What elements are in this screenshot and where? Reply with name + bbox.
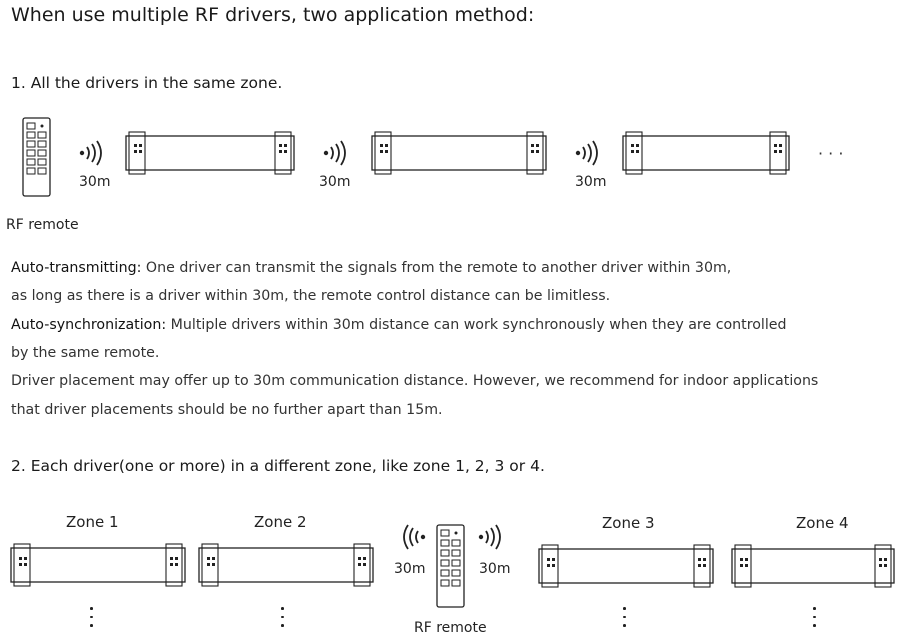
more-drivers-vertical-dots [813,607,817,633]
rf-remote-icon [436,524,466,608]
distance-label: 30m [79,174,111,190]
auto-transmitting-line2: as long as there is a driver within 30m, the remote control distance can be limitless. [11,288,611,304]
signal-wave-icon [478,523,506,551]
section2-title: 2. Each driver(one or more) in a different zone, like zone 1, 2, 3 or 4. [11,457,545,475]
placement-line1: Driver placement may offer up to 30m communication distance. However, we recommend for indoor applications [11,373,819,389]
zone-label: Zone 2 [254,513,307,531]
auto-transmitting-label: Auto-transmitting: [11,260,142,276]
placement-line2: that driver placements should be no further apart than 15m. [11,402,443,418]
rf-driver-icon [198,543,374,587]
signal-wave-icon [575,140,601,166]
signal-wave-icon [79,140,105,166]
distance-label: 30m [479,561,511,577]
auto-transmitting-line1 [11,260,731,276]
rf-driver-icon [538,544,714,588]
auto-sync-label: Auto-synchronization: [11,317,167,333]
auto-sync-line1 [11,317,787,333]
more-drivers-vertical-dots [623,607,627,633]
signal-wave-left-icon [398,523,426,551]
distance-label: 30m [575,174,607,190]
zone-label: Zone 4 [796,514,849,532]
signal-wave-icon [323,140,349,166]
more-drivers-vertical-dots [281,607,285,633]
page-title: When use multiple RF drivers, two application method: [11,4,535,26]
rf-driver-icon [622,130,790,176]
rf-driver-icon [371,130,547,176]
rf-driver-icon [731,544,895,588]
distance-label: 30m [394,561,426,577]
rf-remote-label: RF remote [6,217,79,233]
zone-label: Zone 3 [602,514,655,532]
auto-sync-text: Multiple drivers within 30m distance can work synchronously when they are controlled [166,317,787,333]
rf-remote-label: RF remote [414,620,487,636]
distance-label: 30m [319,174,351,190]
more-drivers-ellipsis: · · · [818,144,844,163]
zone-label: Zone 1 [66,513,119,531]
rf-driver-icon [10,543,186,587]
more-drivers-vertical-dots [90,607,94,633]
auto-transmitting-text: One driver can transmit the signals from the remote to another driver within 30m, [141,260,732,276]
auto-sync-line2: by the same remote. [11,345,160,361]
rf-driver-icon [125,130,295,176]
section1-title: 1. All the drivers in the same zone. [11,74,283,92]
rf-remote-icon [22,117,52,197]
